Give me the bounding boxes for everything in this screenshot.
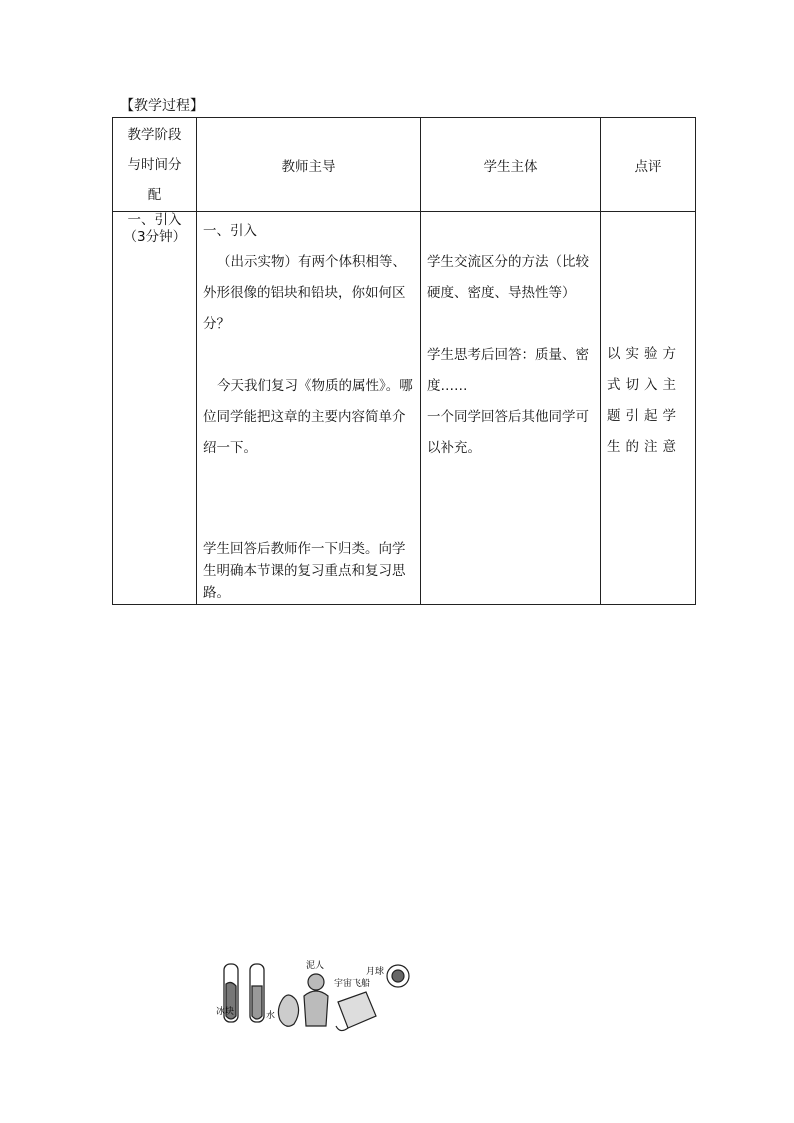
stage-cell: 一、引入（3分钟）	[113, 212, 197, 605]
spacecraft-can	[336, 992, 376, 1031]
teacher-paragraph-3: 学生回答后教师作一下归类。向学生明确本节课的复习重点和复习思路。	[203, 541, 406, 601]
teaching-process-table	[112, 117, 696, 605]
student-paragraph-2: 学生思考后回答：质量、密度……	[427, 347, 589, 394]
student-cell	[421, 212, 601, 605]
table-row	[113, 212, 696, 605]
clay-figure	[304, 974, 328, 1026]
comment-cell	[601, 212, 696, 605]
lump-shape	[278, 995, 298, 1026]
comment-text: 以实验方式切入主题引起学生的注意	[607, 346, 681, 455]
test-tube-water	[250, 964, 264, 1022]
teacher-paragraph-1: （出示实物）有两个体积相等、外形很像的铝块和铅块，你如何区分？	[203, 254, 406, 332]
label-clay: 泥人	[306, 961, 325, 971]
student-paragraph-1: 学生交流区分的方法（比较硬度、密度、导热性等）	[427, 254, 589, 301]
teacher-paragraph-2: 今天我们复习《物质的属性》。哪位同学能把这章的主要内容简单介绍一下。	[203, 378, 413, 456]
label-spacecraft: 宇宙飞船	[334, 979, 371, 989]
label-moon: 月球	[366, 967, 385, 977]
label-ice: 冰块	[216, 1007, 235, 1017]
header-teacher: 教师主导	[197, 118, 421, 212]
table-header-row	[113, 118, 696, 212]
label-water: 水	[266, 1011, 276, 1021]
header-stage: 教学阶段与时间分配	[113, 118, 197, 212]
moon-rock	[387, 965, 409, 987]
header-comment: 点评	[601, 118, 696, 212]
student-paragraph-3: 一个同学回答后其他同学可以补充。	[427, 409, 589, 456]
teacher-heading: 一、引入	[203, 223, 257, 239]
section-title: 【教学过程】	[120, 98, 204, 114]
teacher-cell	[197, 212, 421, 605]
experiment-illustration	[216, 956, 412, 1036]
header-student: 学生主体	[421, 118, 601, 212]
